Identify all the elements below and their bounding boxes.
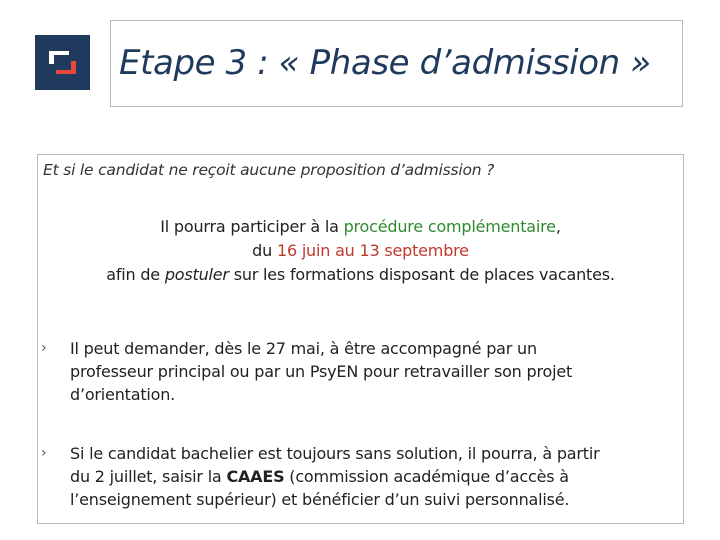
title-box — [110, 20, 683, 107]
procedure-line-1-end: , — [555, 217, 561, 236]
postuler-emphasis: postuler — [164, 265, 229, 284]
procedure-line-3 — [38, 263, 683, 287]
bullet-line: d’orientation. — [70, 385, 176, 404]
bullet-line: professeur principal ou par un PsyEN pour retravailler son projet — [70, 362, 573, 381]
bullet-line — [70, 465, 678, 488]
procedure-line-3-end: sur les formations disposant de places vacantes. — [228, 265, 615, 284]
date-range-highlight: 16 juin au 13 septembre — [276, 241, 469, 260]
bullet-text — [70, 337, 678, 406]
procedure-line-2 — [38, 239, 683, 263]
procedure-line-2-start: du — [252, 241, 277, 260]
bullet-line-start: du 2 juillet, saisir la — [70, 467, 227, 486]
procedure-line-1 — [38, 215, 683, 239]
bullet-line: Il peut demander, dès le 27 mai, à être accompagné par un — [70, 339, 537, 358]
chevron-right-icon: › — [41, 340, 47, 356]
procedure-line-1-start: Il pourra participer à la — [160, 217, 344, 236]
chevron-right-icon: › — [41, 445, 47, 461]
procedure-line-3-start: afin de — [106, 265, 165, 284]
procedure-complementaire-highlight: procédure complémentaire — [343, 217, 556, 236]
page-title: Etape 3 : « Phase d’admission » — [119, 43, 651, 83]
brand-logo-icon — [35, 35, 90, 90]
procedure-paragraph — [38, 215, 683, 287]
caaes-acronym: CAAES — [226, 467, 285, 486]
bullet-text — [70, 442, 678, 511]
bullet-line-end: (commission académique d’accès à — [284, 467, 569, 486]
logo-arrows-icon — [35, 35, 90, 90]
bullet-line: Si le candidat bachelier est toujours sans solution, il pourra, à partir — [70, 444, 600, 463]
content-box — [37, 154, 684, 524]
bullet-line: l’enseignement supérieur) et bénéficier d’un suivi personnalisé. — [70, 490, 570, 509]
question-text: Et si le candidat ne reçoit aucune proposition d’admission ? — [43, 161, 495, 179]
